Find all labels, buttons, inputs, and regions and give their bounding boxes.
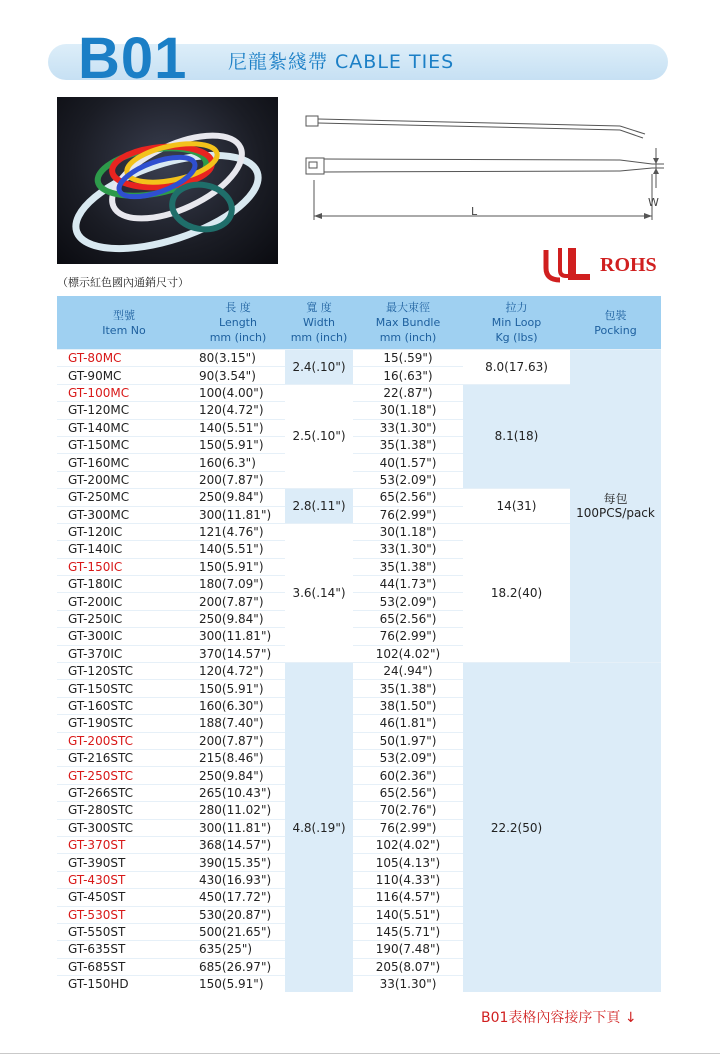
ul-certification-logo [540,244,598,284]
length-cell: 160(6.3") [191,454,285,471]
bundle-cell: 76(2.99") [353,628,463,645]
length-cell: 180(7.09") [191,576,285,593]
length-cell: 100(4.00") [191,384,285,401]
bundle-cell: 35(1.38") [353,680,463,697]
length-cell: 188(7.40") [191,715,285,732]
item-no-cell: GT-250MC [57,489,191,506]
length-cell: 200(7.87") [191,471,285,488]
bundle-cell: 190(7.48") [353,941,463,958]
item-no-cell: GT-370IC [57,645,191,662]
length-cell: 90(3.54") [191,367,285,384]
item-no-cell: GT-80MC [57,350,191,367]
length-cell: 200(7.87") [191,732,285,749]
item-no-cell: GT-90MC [57,367,191,384]
length-cell: 215(8.46") [191,749,285,766]
bundle-cell: 24(.94") [353,663,463,680]
bundle-cell: 105(4.13") [353,854,463,871]
col-bundle: 最大束徑 Max Bundle mm (inch) [353,296,463,350]
bundle-cell: 102(4.02") [353,836,463,853]
width-dim-label: W [648,196,659,209]
bundle-cell: 30(1.18") [353,402,463,419]
bundle-cell: 76(2.99") [353,819,463,836]
loop-cell: 14(31) [463,489,570,524]
length-cell: 250(9.84") [191,489,285,506]
length-cell: 390(15.35") [191,854,285,871]
bundle-cell: 22(.87") [353,384,463,401]
col-width: 寬 度 Width mm (inch) [285,296,353,350]
packing-line-2: 100PCS/pack [576,506,655,521]
item-no-cell: GT-120MC [57,402,191,419]
bundle-cell: 53(2.09") [353,749,463,766]
length-cell: 635(25") [191,941,285,958]
bundle-cell: 205(8.07") [353,958,463,975]
bundle-cell: 53(2.09") [353,593,463,610]
bundle-cell: 140(5.51") [353,906,463,923]
item-no-cell: GT-280STC [57,802,191,819]
length-cell: 300(11.81") [191,819,285,836]
length-cell: 430(16.93") [191,871,285,888]
length-cell: 150(5.91") [191,436,285,453]
item-no-cell: GT-300STC [57,819,191,836]
item-no-cell: GT-190STC [57,715,191,732]
col-item: 型號 Item No [57,296,191,350]
item-no-cell: GT-140MC [57,419,191,436]
bundle-cell: 65(2.56") [353,610,463,627]
bundle-cell: 38(1.50") [353,697,463,714]
col-pack: 包裝 Pocking [570,296,661,350]
table-row [57,350,661,367]
bundle-cell: 44(1.73") [353,576,463,593]
item-no-cell: GT-150MC [57,436,191,453]
length-cell: 150(5.91") [191,558,285,575]
bundle-cell: 35(1.38") [353,436,463,453]
spec-table [57,296,661,992]
packing-line-1: 每包 [603,492,628,507]
item-no-cell: GT-140IC [57,541,191,558]
item-no-cell: GT-160STC [57,697,191,714]
item-no-cell: GT-200MC [57,471,191,488]
bundle-cell: 33(1.30") [353,541,463,558]
width-cell: 3.6(.14") [285,523,353,662]
width-cell: 4.8(.19") [285,663,353,993]
bundle-cell: 50(1.97") [353,732,463,749]
length-cell: 120(4.72") [191,663,285,680]
bundle-cell: 35(1.38") [353,558,463,575]
length-cell: 200(7.87") [191,593,285,610]
cable-tie-drawing [300,108,680,228]
bundle-cell: 33(1.30") [353,419,463,436]
note-red-sizes: （標示紅色國內通銷尺寸） [57,276,189,289]
width-cell: 2.8(.11") [285,489,353,524]
length-cell: 121(4.76") [191,523,285,540]
table-body [57,350,661,993]
width-cell: 2.4(.10") [285,350,353,385]
item-no-cell: GT-390ST [57,854,191,871]
bottom-divider [0,1053,720,1054]
loop-cell: 22.2(50) [463,663,570,993]
length-cell: 250(9.84") [191,610,285,627]
item-no-cell: GT-160MC [57,454,191,471]
length-cell: 450(17.72") [191,889,285,906]
length-cell: 250(9.84") [191,767,285,784]
length-cell: 530(20.87") [191,906,285,923]
item-no-cell: GT-300IC [57,628,191,645]
item-no-cell: GT-430ST [57,871,191,888]
bundle-cell: 145(5.71") [353,923,463,940]
bundle-cell: 53(2.09") [353,471,463,488]
item-no-cell: GT-150IC [57,558,191,575]
bundle-cell: 70(2.76") [353,802,463,819]
item-no-cell: GT-200IC [57,593,191,610]
length-cell: 150(5.91") [191,680,285,697]
bundle-cell: 110(4.33") [353,871,463,888]
length-cell: 120(4.72") [191,402,285,419]
length-cell: 500(21.65") [191,923,285,940]
item-no-cell: GT-120STC [57,663,191,680]
table-row [57,663,661,680]
bundle-cell: 65(2.56") [353,489,463,506]
cable-ties-photo [57,97,278,264]
length-cell: 265(10.43") [191,784,285,801]
bundle-cell: 76(2.99") [353,506,463,523]
length-cell: 280(11.02") [191,802,285,819]
length-cell: 300(11.81") [191,628,285,645]
length-cell: 140(5.51") [191,541,285,558]
series-code: B01 [78,26,188,91]
col-length: 長 度 Length mm (inch) [191,296,285,350]
item-no-cell: GT-635ST [57,941,191,958]
item-no-cell: GT-180IC [57,576,191,593]
item-no-cell: GT-450ST [57,889,191,906]
width-cell: 2.5(.10") [285,384,353,488]
length-cell: 685(26.97") [191,958,285,975]
loop-cell: 8.1(18) [463,384,570,488]
length-cell: 140(5.51") [191,419,285,436]
bundle-cell: 46(1.81") [353,715,463,732]
item-no-cell: GT-250IC [57,610,191,627]
length-dim-label: L [471,205,478,218]
length-cell: 300(11.81") [191,506,285,523]
loop-cell: 8.0(17.63) [463,350,570,385]
item-no-cell: GT-550ST [57,923,191,940]
length-cell: 160(6.30") [191,697,285,714]
bundle-cell: 102(4.02") [353,645,463,662]
bundle-cell: 30(1.18") [353,523,463,540]
rohs-logo: ROHS [600,254,657,276]
bundle-cell: 65(2.56") [353,784,463,801]
bundle-cell: 116(4.57") [353,889,463,906]
bundle-cell: 16(.63") [353,367,463,384]
table-header-row [57,296,661,350]
packing-cell [570,350,661,663]
page-title: 尼龍紮綫帶 CABLE TIES [228,51,455,73]
packing-cell-empty [570,663,661,993]
bundle-cell: 15(.59") [353,350,463,367]
item-no-cell: GT-150STC [57,680,191,697]
item-no-cell: GT-266STC [57,784,191,801]
length-cell: 150(5.91") [191,976,285,993]
bundle-cell: 60(2.36") [353,767,463,784]
item-no-cell: GT-120IC [57,523,191,540]
loop-cell: 18.2(40) [463,523,570,662]
item-no-cell: GT-250STC [57,767,191,784]
length-cell: 370(14.57") [191,645,285,662]
length-cell: 80(3.15") [191,350,285,367]
item-no-cell: GT-216STC [57,749,191,766]
item-no-cell: GT-530ST [57,906,191,923]
item-no-cell: GT-370ST [57,836,191,853]
bundle-cell: 40(1.57") [353,454,463,471]
length-cell: 368(14.57") [191,836,285,853]
item-no-cell: GT-200STC [57,732,191,749]
item-no-cell: GT-300MC [57,506,191,523]
col-loop: 拉力 Min Loop Kg (lbs) [463,296,570,350]
bundle-cell: 33(1.30") [353,976,463,993]
item-no-cell: GT-150HD [57,976,191,993]
continued-note: B01表格內容接序下頁 ↓ [481,1010,637,1026]
item-no-cell: GT-100MC [57,384,191,401]
item-no-cell: GT-685ST [57,958,191,975]
